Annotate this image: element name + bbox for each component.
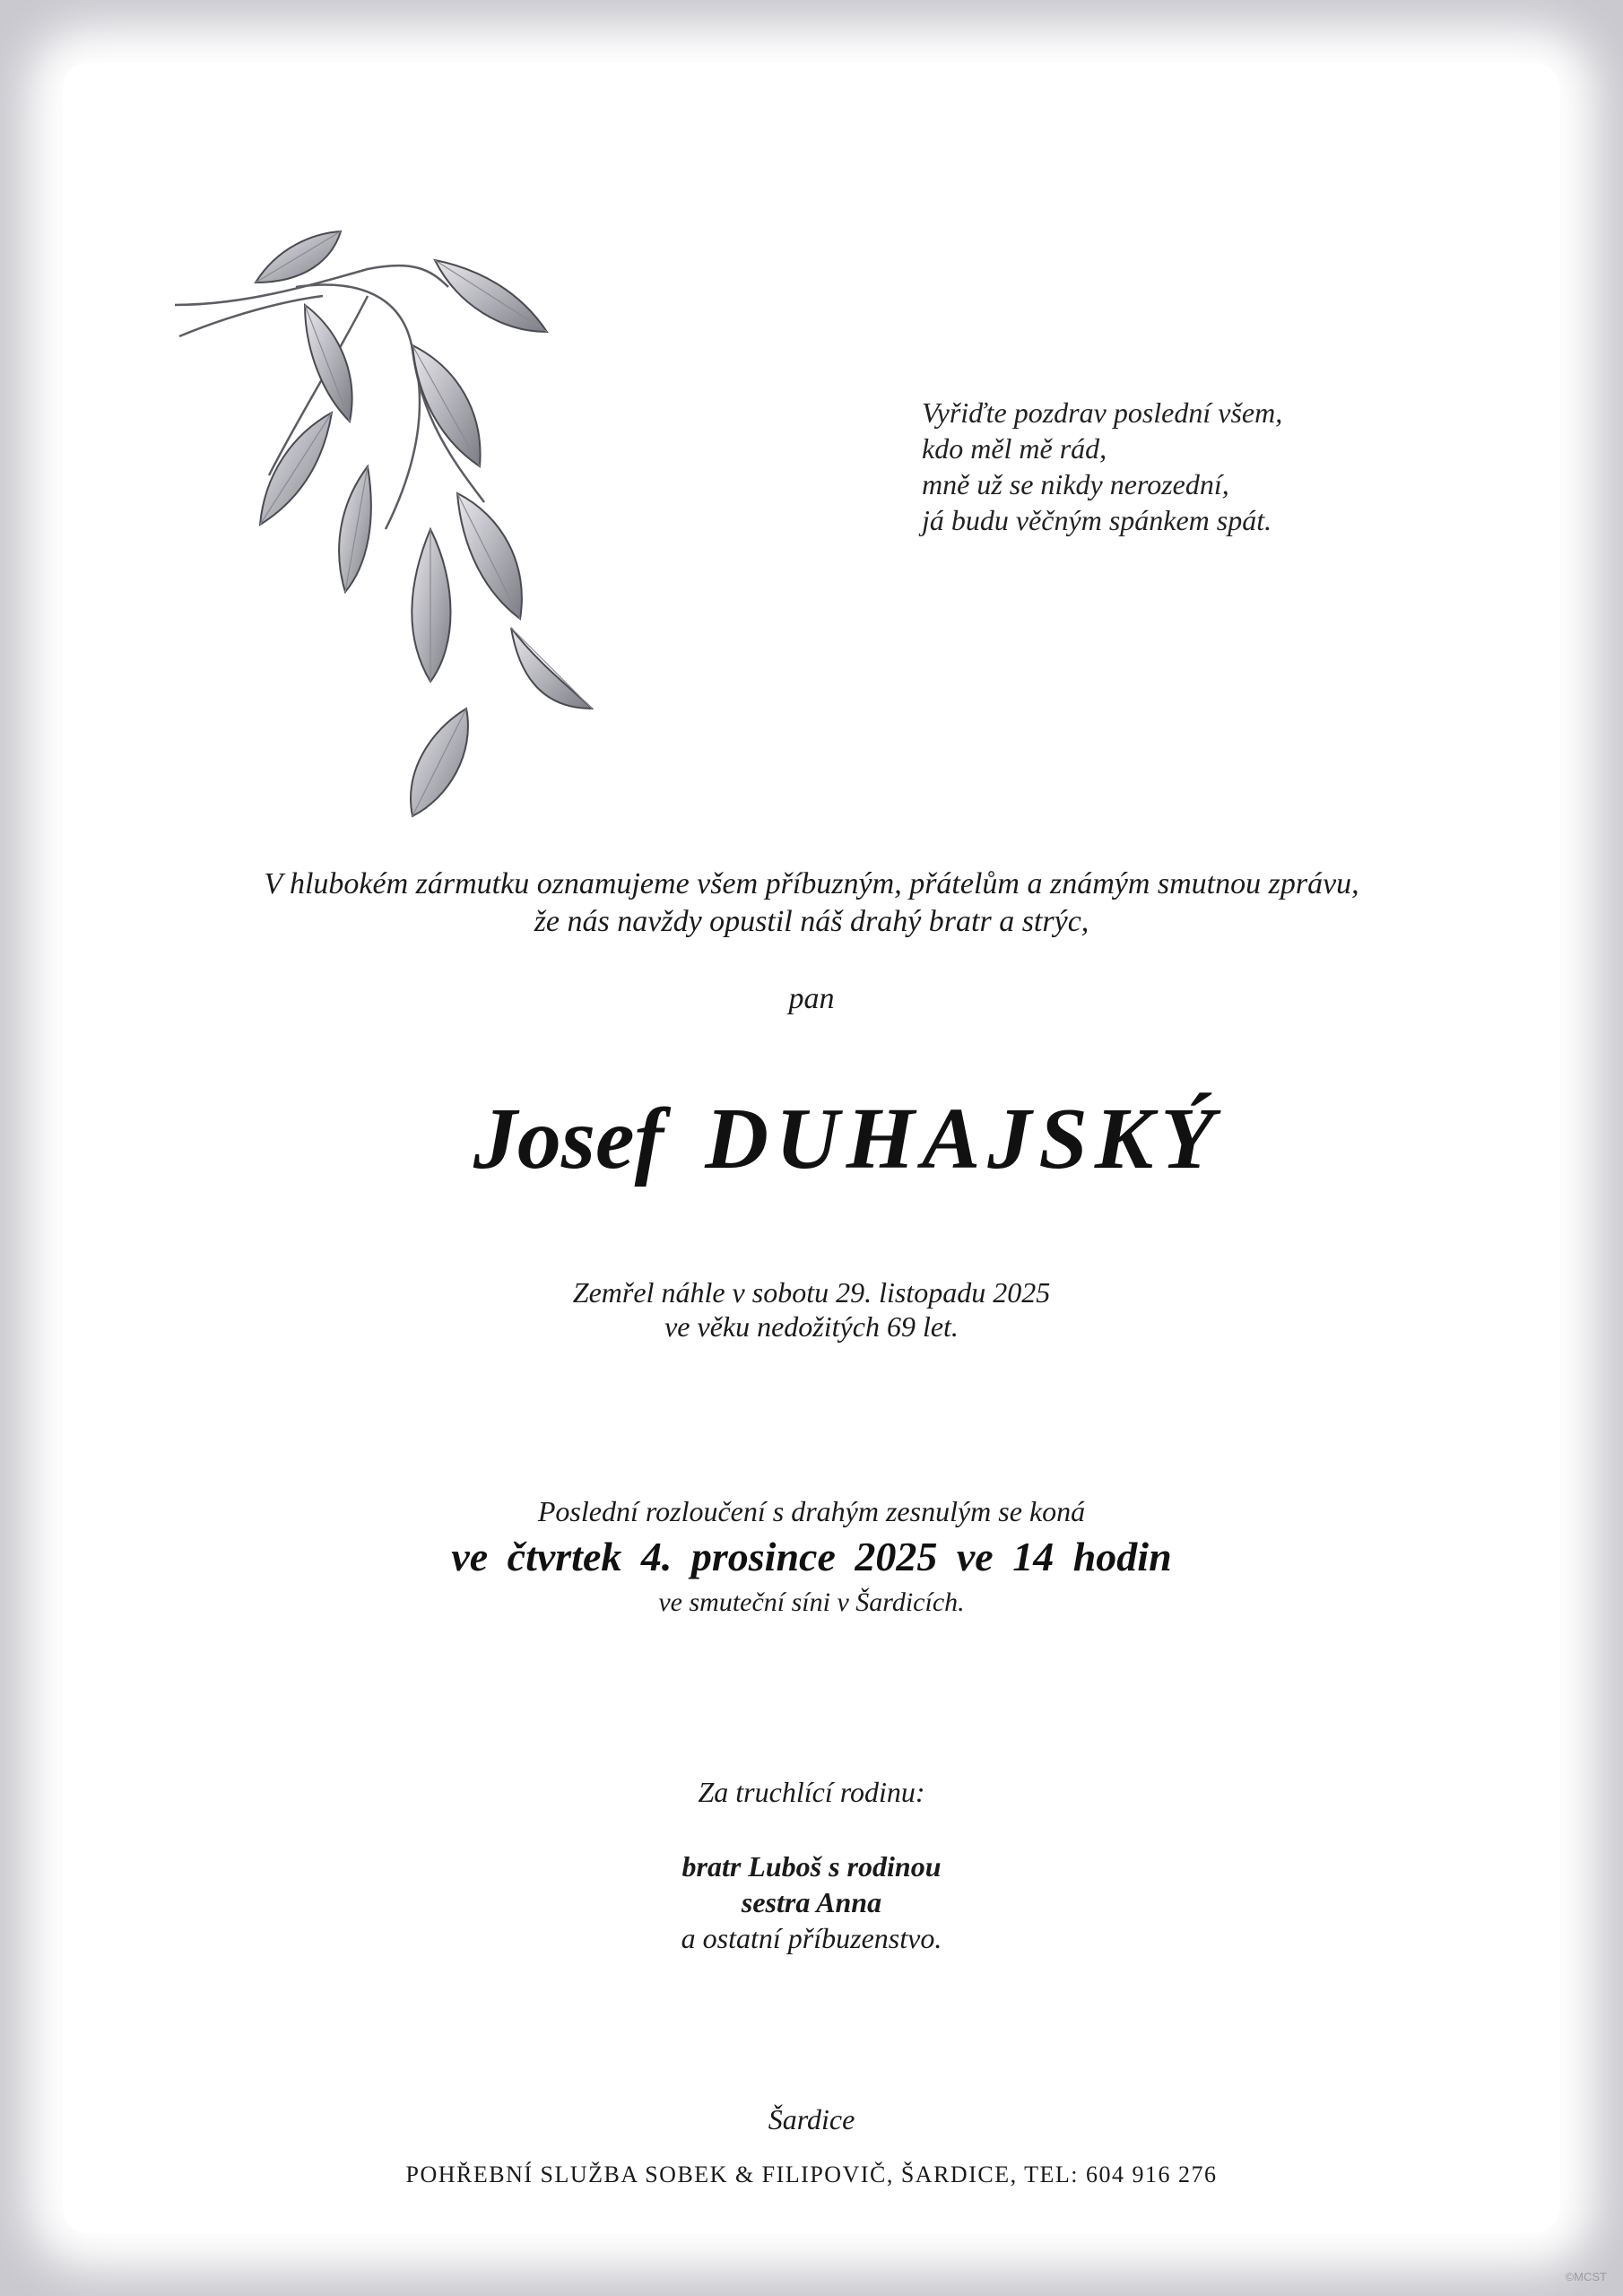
poem-line: já budu věčným spánkem spát. (922, 504, 1272, 536)
poem-line: Vyřiďte pozdrav poslední všem, (922, 396, 1283, 429)
leaf-branch-icon (161, 206, 610, 834)
farewell-location: ve smuteční síni v Šardicích. (658, 1587, 965, 1617)
farewell-intro: Poslední rozloučení s drahým zesnulým se koná (537, 1495, 1086, 1527)
funeral-service-footer: POHŘEBNÍ SLUŽBA SOBEK & FILIPOVIČ, ŠARDICE, TEL: 604 916 276 (405, 2161, 1218, 2187)
family-heading: Za truchlící rodinu: (698, 1776, 925, 1808)
family-member: bratr Luboš s rodinou (681, 1850, 942, 1883)
family-member: a ostatní příbuzenstvo. (681, 1922, 942, 1954)
intro-line: že nás navždy opustil náš drahý bratr a strýc, (534, 905, 1089, 938)
family-list (0, 1848, 1623, 1956)
given-name: Josef (473, 1091, 664, 1187)
copyright-mark: ©MCST (1565, 2270, 1607, 2283)
place-name: Šardice (768, 2103, 855, 2135)
death-date: Zemřel náhle v sobotu 29. listopadu 2025 (572, 1276, 1051, 1309)
poem (922, 395, 1282, 538)
salutation: pan (788, 982, 835, 1015)
death-age: ve věku nedožitých 69 let. (664, 1310, 959, 1343)
intro-line: V hlubokém zármutku oznamujeme všem příbuzným, přátelům a známým smutnou zprávu, (264, 867, 1359, 900)
deceased-name (0, 1090, 1623, 1188)
farewell-datetime: ve čtvrtek 4. prosince 2025 ve 14 hodin (451, 1534, 1172, 1579)
poem-line: mně už se nikdy nerozední, (922, 468, 1229, 500)
poem-line: kdo měl mě rád, (922, 432, 1107, 465)
surname: DUHAJSKÝ (705, 1091, 1222, 1187)
death-info (0, 1275, 1623, 1344)
family-member: sestra Anna (741, 1886, 882, 1918)
announcement-intro (0, 865, 1623, 941)
